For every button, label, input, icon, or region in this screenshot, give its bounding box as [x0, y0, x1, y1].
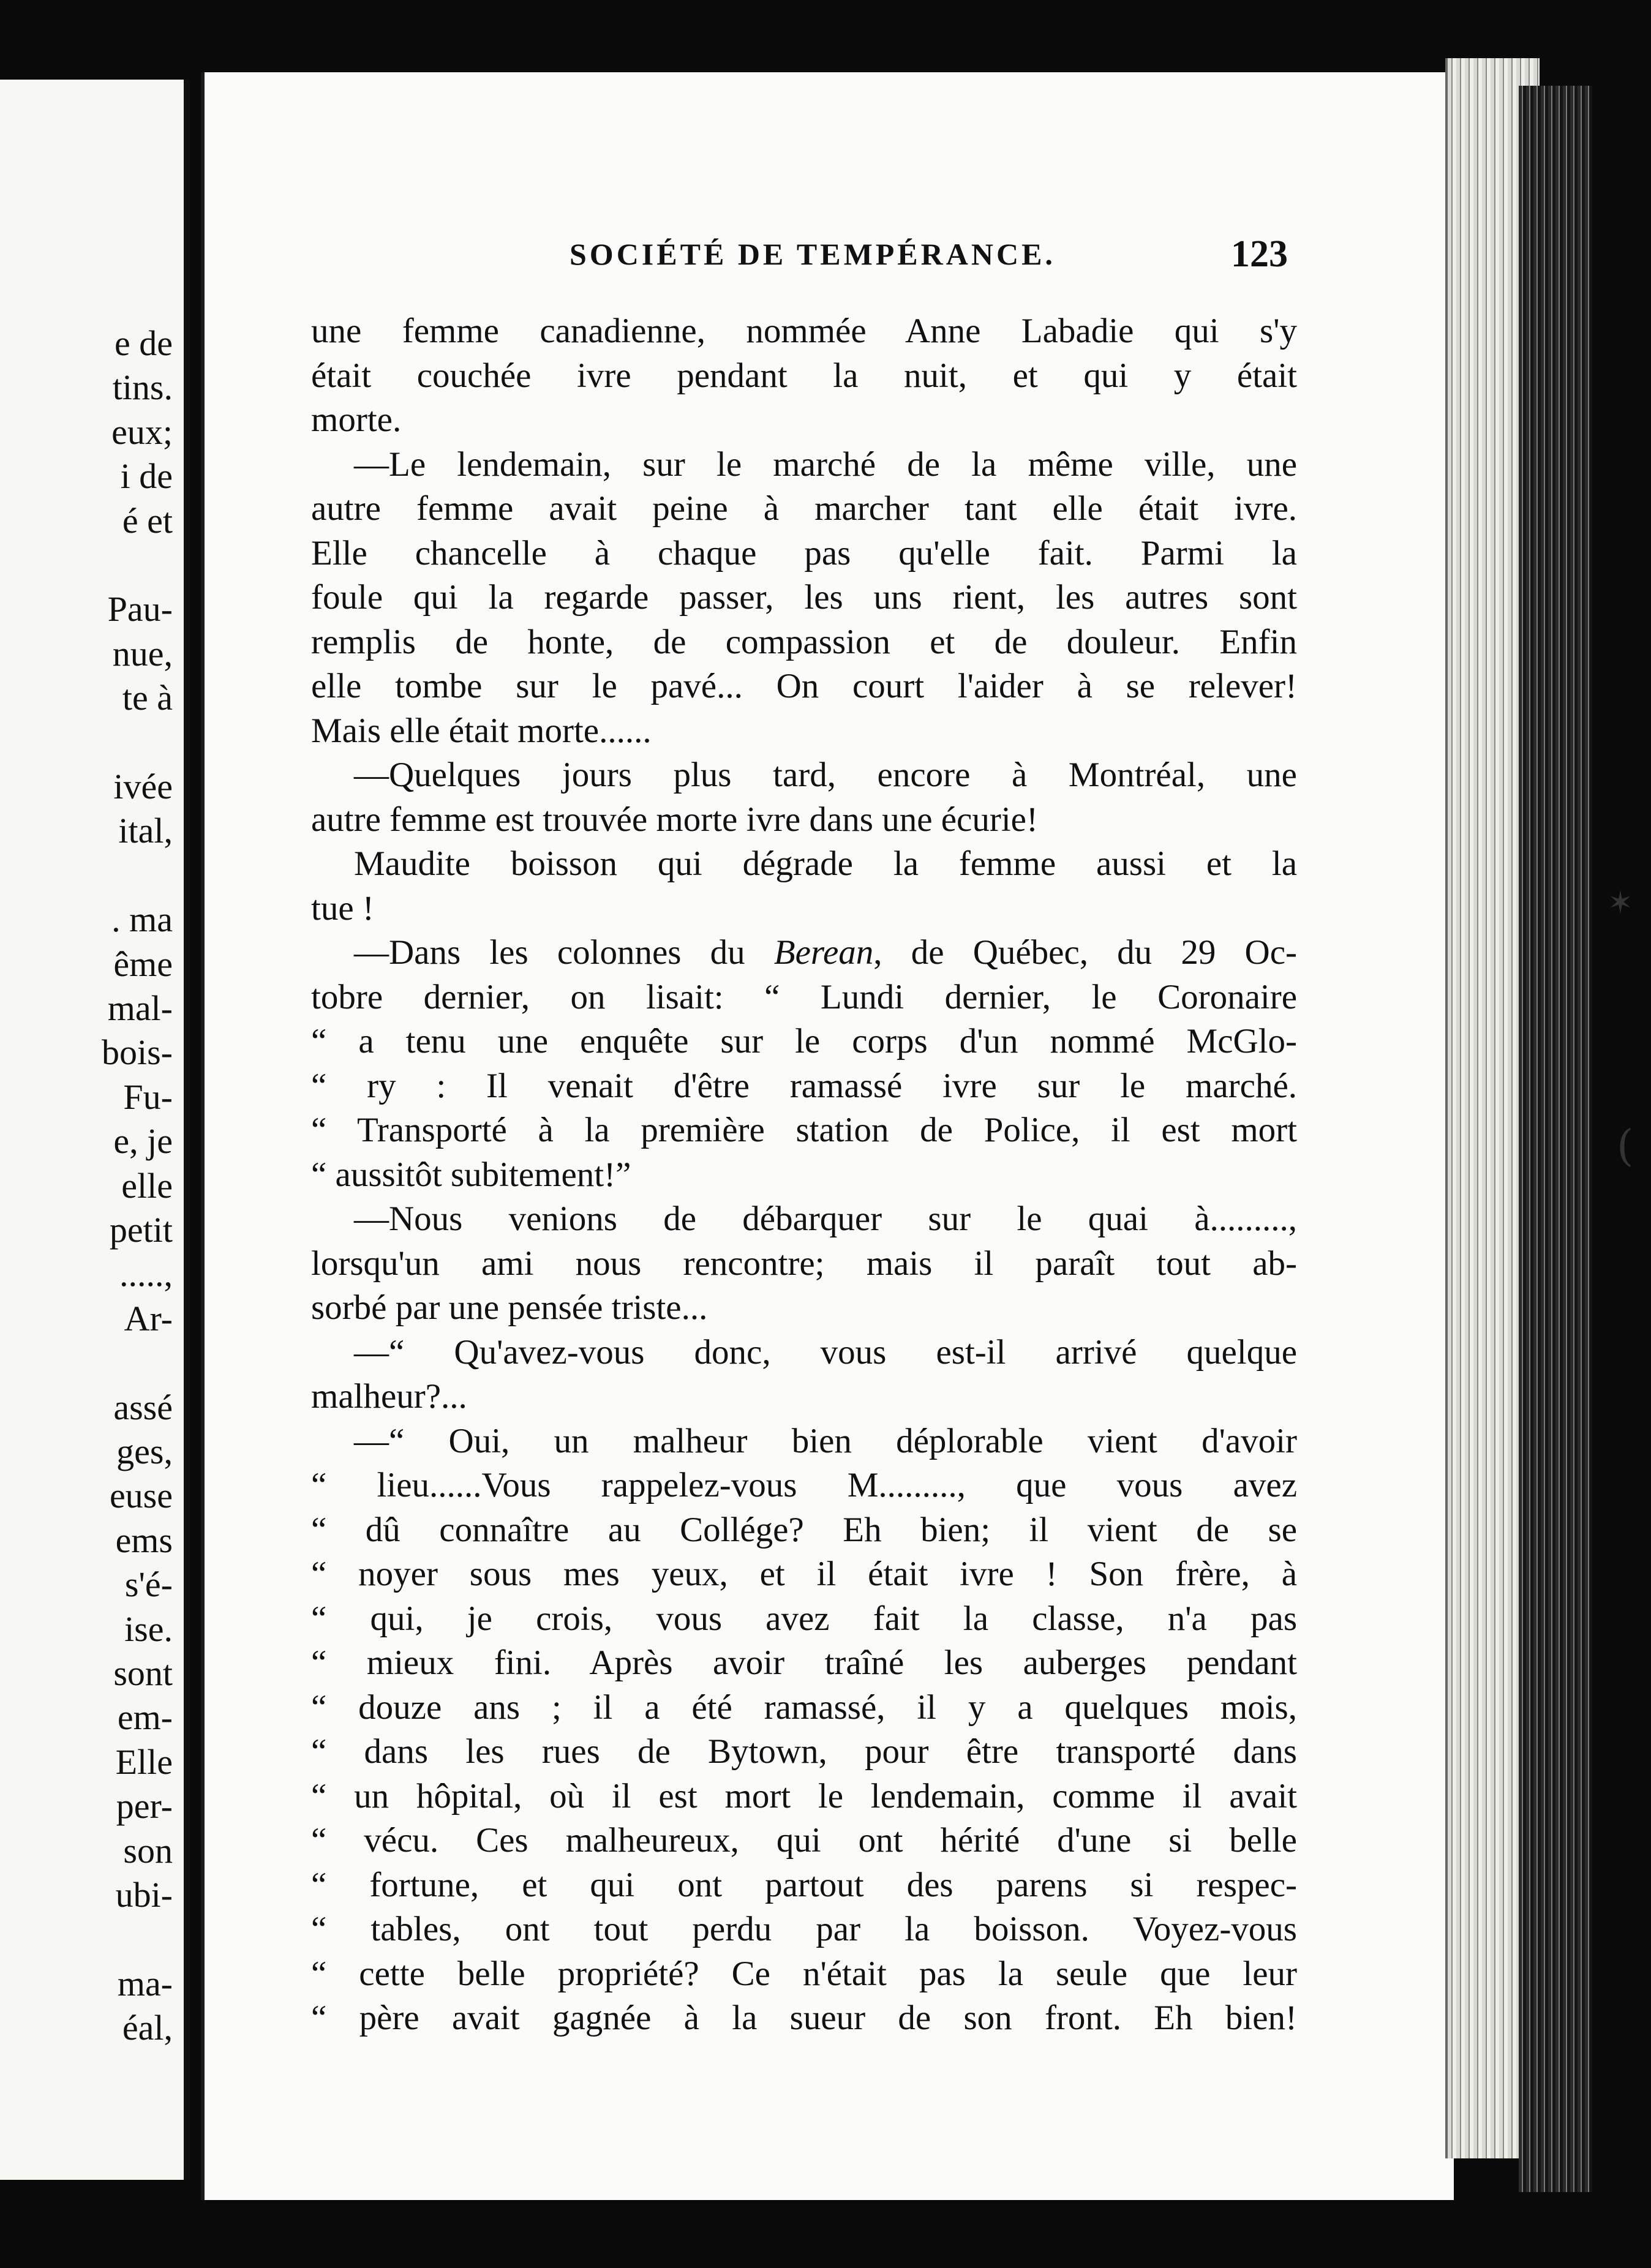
- text-line: morte.: [311, 400, 402, 439]
- left-page-fragment: bois-: [102, 1032, 173, 1073]
- text-line: Maudite boisson qui dégrade la femme aussi et la: [354, 844, 1297, 883]
- text-line: autre femme est trouvée morte ivre dans une écurie!: [311, 800, 1038, 839]
- text-line: “ dans les rues de Bytown, pour être transporté dans: [311, 1732, 1297, 1771]
- left-page-fragment: Elle: [115, 1741, 173, 1782]
- left-page-fragment: ême: [113, 944, 173, 984]
- text-line: autre femme avait peine à marcher tant elle était ivre.: [311, 489, 1297, 528]
- left-page-fragment: sont: [113, 1653, 173, 1693]
- left-page-fragment: .....,: [119, 1254, 173, 1294]
- text-line: —Quelques jours plus tard, encore à Montréal, une: [354, 756, 1297, 794]
- left-page-fragment: Fu-: [123, 1076, 173, 1117]
- text-line: “ lieu......Vous rappelez-vous M........., que vous avez: [311, 1466, 1297, 1504]
- text-line: “ dû connaître au Collége? Eh bien; il vient de se: [311, 1510, 1297, 1549]
- left-page-fragment: é et: [122, 500, 173, 541]
- text-line: remplis de honte, de compassion et de douleur. Enfin: [311, 622, 1297, 661]
- left-page-fragment: Pau-: [107, 589, 173, 629]
- running-head: [570, 233, 1304, 288]
- text-line: “ tables, ont tout perdu par la boisson. Voyez-vous: [311, 1910, 1297, 1948]
- text-line: elle tombe sur le pavé... On court l'aider à se relever!: [311, 667, 1297, 705]
- text-line: “ fortune, et qui ont partout des parens si respec-: [311, 1865, 1297, 1904]
- left-page-fragment: ise.: [124, 1609, 173, 1649]
- left-page-fragment: ems: [115, 1520, 173, 1560]
- left-page-fragment: nue,: [112, 633, 173, 674]
- text-line: —“ Qu'avez-vous donc, vous est-il arrivé quelque: [354, 1332, 1297, 1372]
- text-line: —“ Oui, un malheur bien déplorable vient d'avoir: [354, 1421, 1297, 1460]
- text-line: “ a tenu une enquête sur le corps d'un nommé McGlo-: [311, 1022, 1297, 1061]
- text-line: [311, 931, 1297, 975]
- text-line: foule qui la regarde passer, les uns rient, les autres sont: [311, 578, 1297, 617]
- text-line: sorbé par une pensée triste...: [311, 1288, 708, 1327]
- berean-after: , de Québec, du 29 Oc-: [873, 933, 1297, 972]
- left-page-fragment: éal,: [122, 2008, 173, 2048]
- text-line: Elle chancelle à chaque pas qu'elle fait. Parmi la: [311, 533, 1297, 573]
- text-line: “ douze ans ; il a été ramassé, il y a quelques mois,: [311, 1688, 1297, 1727]
- text-line: “ mieux fini. Après avoir traîné les auberges pendant: [311, 1643, 1297, 1682]
- left-page-fragment: em-: [117, 1697, 173, 1738]
- left-page-fragment: ges,: [116, 1432, 173, 1471]
- left-page-fragment: e, je: [113, 1121, 173, 1162]
- book-spine: [1519, 86, 1592, 2192]
- text-line: “ qui, je crois, vous avez fait la classe, n'a pas: [311, 1599, 1297, 1638]
- text-line: “ noyer sous mes yeux, et il était ivre ! Son frère, à: [311, 1555, 1297, 1593]
- body-text: [311, 309, 1297, 2041]
- text-line: tobre dernier, on lisait: “ Lundi dernier, le Coronaire: [311, 977, 1297, 1016]
- text-line: “ vécu. Ces malheureux, qui ont hérité d'une si belle: [311, 1821, 1297, 1860]
- left-page-fragment: Ar-: [124, 1298, 173, 1339]
- text-line: “ Transporté à la première station de Police, il est mort: [311, 1111, 1297, 1149]
- text-line: “ un hôpital, où il est mort le lendemain, comme il avait: [311, 1776, 1297, 1816]
- left-page-fragment: mal-: [107, 988, 173, 1028]
- ink-speck: ✶: [1608, 885, 1633, 920]
- running-title: SOCIÉTÉ DE TEMPÉRANCE.: [570, 237, 1056, 271]
- text-line: “ aussitôt subitement!”: [311, 1155, 631, 1194]
- text-line: “ père avait gagnée à la sueur de son front. Eh bien!: [311, 1999, 1297, 2037]
- left-page-fragment: ma-: [117, 1963, 173, 2003]
- left-page-fragment: son: [123, 1830, 173, 1871]
- text-line: lorsqu'un ami nous rencontre; mais il paraît tout ab-: [311, 1244, 1297, 1283]
- berean-before: —Dans les colonnes du: [354, 933, 774, 972]
- text-line: malheur?...: [311, 1377, 467, 1416]
- left-page-fragment: ubi-: [115, 1875, 173, 1915]
- left-page-fragment: ivée: [113, 767, 173, 806]
- left-page-fragment: tins.: [112, 367, 173, 408]
- left-page-fragment: te à: [122, 678, 173, 718]
- text-line: “ cette belle propriété? Ce n'était pas la seule que leur: [311, 1954, 1297, 1993]
- left-page-fragment: ital,: [118, 811, 173, 851]
- text-line: était couchée ivre pendant la nuit, et qui y était: [311, 356, 1297, 395]
- left-page-fragment: per-: [116, 1786, 173, 1827]
- text-line: tue !: [311, 888, 374, 928]
- ink-speck: (: [1617, 1121, 1634, 1171]
- text-line: —Nous venions de débarquer sur le quai à.........,: [354, 1200, 1297, 1238]
- left-page-fragment: i de: [120, 456, 173, 497]
- left-page-fragment: elle: [121, 1165, 173, 1206]
- left-page-fragment: e de: [115, 323, 173, 363]
- left-page-fragment: s'é-: [124, 1564, 173, 1605]
- left-page-fragment: eux;: [111, 411, 173, 452]
- text-line: Mais elle était morte......: [311, 711, 652, 750]
- left-facing-page: [0, 80, 190, 2180]
- left-page-fragment: petit: [109, 1210, 173, 1250]
- left-page-fragment: assé: [113, 1387, 173, 1427]
- text-line: —Le lendemain, sur le marché de la même ville, une: [354, 445, 1297, 484]
- text-line: une femme canadienne, nommée Anne Labadie qui s'y: [311, 312, 1297, 350]
- berean-italic: Berean: [773, 933, 874, 972]
- left-page-fragment: . ma: [111, 899, 173, 940]
- text-line: “ ry : Il venait d'être ramassé ivre sur le marché.: [311, 1066, 1297, 1105]
- left-page-fragment: euse: [109, 1476, 173, 1516]
- page-number: 123: [1231, 233, 1288, 275]
